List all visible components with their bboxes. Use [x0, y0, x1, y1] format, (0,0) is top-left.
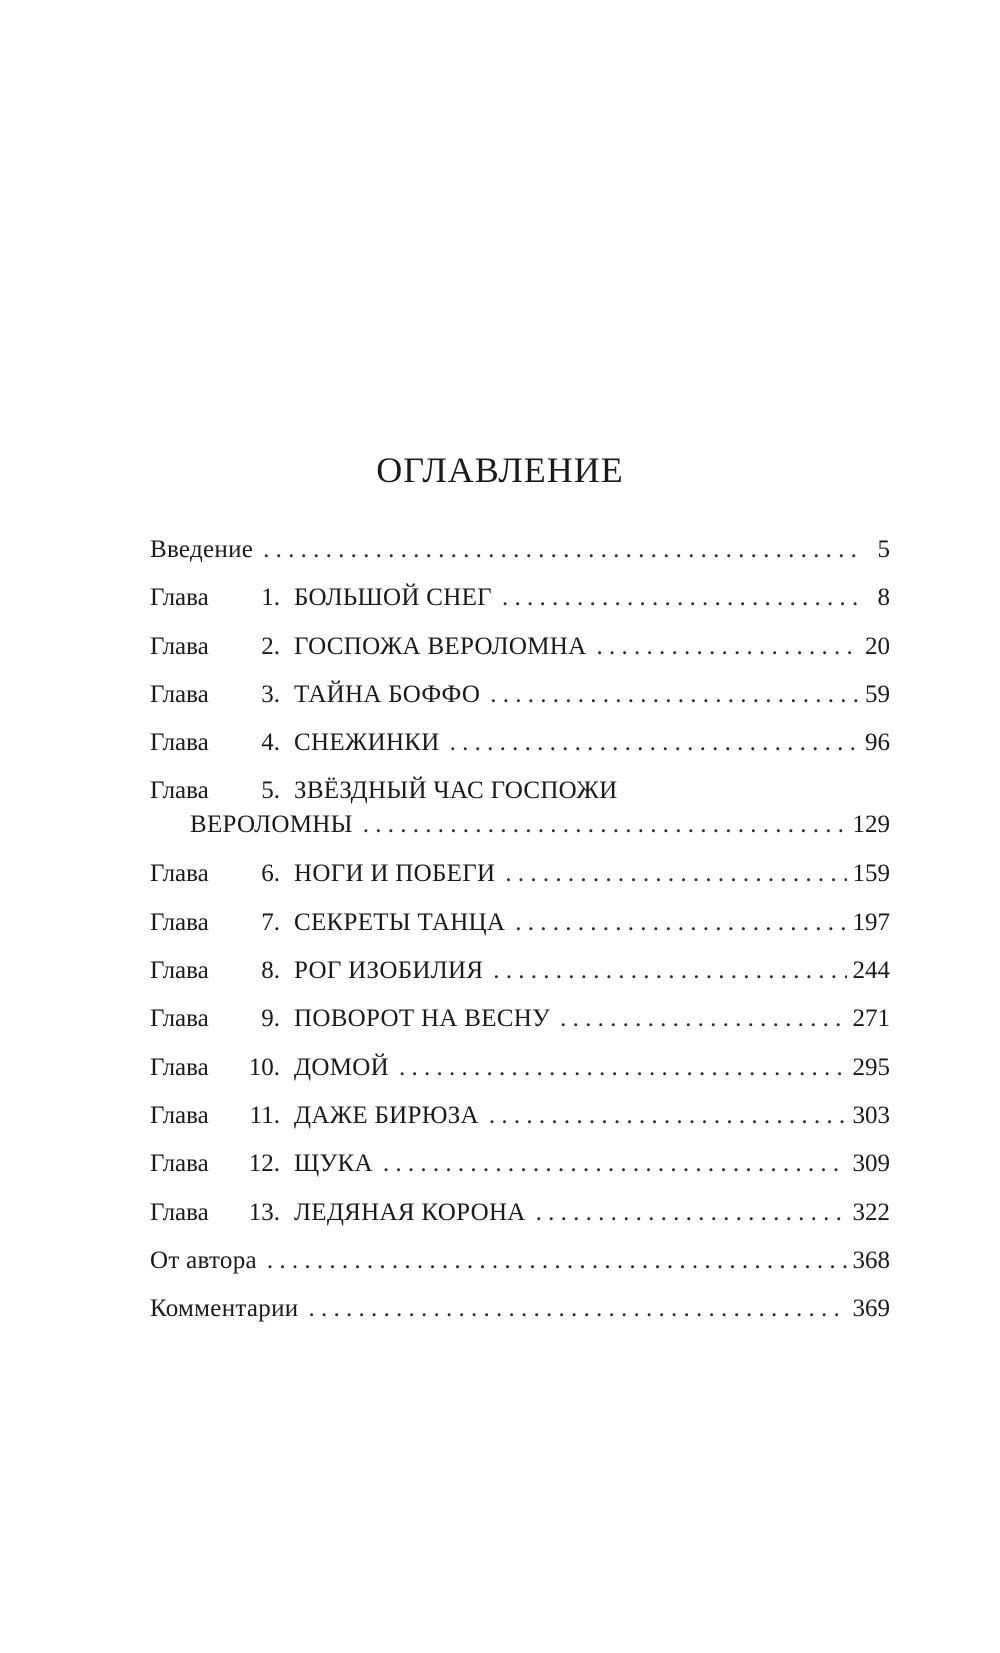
toc-page-number: 244 — [852, 957, 890, 985]
toc-entry-comments[interactable] — [150, 1294, 890, 1342]
chapter-label: Глава — [150, 1053, 209, 1081]
toc-entry-chapter-9[interactable] — [150, 1004, 890, 1052]
toc-entry-title: От автора — [150, 1246, 257, 1274]
chapter-number: 8. — [261, 957, 280, 985]
chapter-label: Глава — [150, 1198, 209, 1226]
toc-entry-chapter-13[interactable] — [150, 1198, 890, 1246]
toc-page-number: 303 — [852, 1101, 890, 1129]
dot-leader — [308, 1294, 846, 1324]
toc-entry-chapter-1[interactable] — [150, 583, 890, 631]
toc-entry-title: ТАЙНА БОФФО — [294, 680, 481, 708]
chapter-number: 6. — [261, 860, 280, 888]
table-of-contents — [150, 535, 890, 1342]
dot-leader — [493, 956, 846, 986]
page-title: ОГЛАВЛЕНИЕ — [376, 450, 624, 490]
toc-page-number: 368 — [852, 1246, 890, 1274]
toc-page-number: 20 — [865, 632, 890, 660]
toc-entry-title: ДОМОЙ — [294, 1053, 389, 1081]
toc-entry-from-author[interactable] — [150, 1246, 890, 1294]
dot-leader — [267, 1246, 847, 1276]
toc-entry-title-continued: ВЕРОЛОМНЫ — [190, 811, 353, 839]
chapter-number: 11. — [249, 1101, 280, 1129]
chapter-label: Глава — [150, 1101, 209, 1129]
chapter-label: Глава — [150, 957, 209, 985]
chapter-number: 9. — [261, 1005, 280, 1033]
toc-page-number: 295 — [852, 1053, 890, 1081]
dot-leader — [383, 1149, 847, 1179]
toc-page-number: 129 — [852, 811, 890, 839]
toc-entry-chapter-7[interactable] — [150, 908, 890, 956]
chapter-number: 2. — [261, 632, 280, 660]
toc-entry-title: ЗВЁЗДНЫЙ ЧАС ГОСПОЖИ — [294, 777, 618, 805]
toc-page-number: 5 — [877, 536, 890, 563]
dot-leader — [399, 1053, 847, 1083]
toc-page-number: 197 — [852, 908, 890, 936]
chapter-number: 12. — [248, 1150, 280, 1178]
dot-leader — [363, 810, 847, 840]
chapter-number: 10. — [248, 1053, 280, 1081]
toc-entry-chapter-5[interactable] — [150, 776, 890, 859]
toc-entry-chapter-3[interactable] — [150, 680, 890, 728]
toc-entry-chapter-4[interactable] — [150, 728, 890, 776]
dot-leader — [505, 859, 846, 889]
toc-entry-title: БОЛЬШОЙ СНЕГ — [294, 584, 492, 612]
toc-entry-title: СЕКРЕТЫ ТАНЦА — [294, 908, 506, 936]
toc-entry-title: Введение — [150, 536, 254, 563]
toc-page-number: 59 — [865, 680, 890, 708]
chapter-number: 3. — [261, 680, 280, 708]
toc-entry-title: ДАЖЕ БИРЮЗА — [294, 1101, 479, 1129]
chapter-label: Глава — [150, 632, 209, 660]
dot-leader — [490, 680, 859, 710]
chapter-label: Глава — [150, 1150, 209, 1178]
toc-entry-title: НОГИ И ПОБЕГИ — [294, 860, 496, 888]
dot-leader — [560, 1004, 846, 1034]
toc-page-number: 8 — [877, 584, 890, 612]
chapter-label: Глава — [150, 729, 209, 757]
toc-page-number: 322 — [852, 1198, 890, 1226]
dot-leader — [536, 1198, 847, 1228]
chapter-label: Глава — [150, 1005, 209, 1033]
dot-leader — [450, 728, 859, 758]
toc-entry-chapter-2[interactable] — [150, 632, 890, 680]
toc-entry-title: ГОСПОЖА ВЕРОЛОМНА — [294, 632, 587, 660]
dot-leader — [596, 632, 859, 662]
chapter-label: Глава — [150, 908, 209, 936]
toc-entry-title: Комментарии — [150, 1295, 299, 1323]
toc-page-number: 369 — [852, 1295, 890, 1323]
chapter-label: Глава — [150, 777, 209, 805]
toc-page-number: 309 — [852, 1150, 890, 1178]
chapter-number: 7. — [261, 908, 280, 936]
toc-page-number: 271 — [852, 1005, 890, 1033]
toc-entry-title: СНЕЖИНКИ — [294, 729, 440, 757]
dot-leader — [263, 535, 864, 565]
chapter-number: 4. — [261, 729, 280, 757]
dot-leader — [502, 583, 864, 613]
toc-entry-title: ЛЕДЯНАЯ КОРОНА — [294, 1198, 526, 1226]
toc-entry-introduction[interactable] — [150, 535, 890, 583]
toc-entry-chapter-6[interactable] — [150, 859, 890, 907]
toc-entry-chapter-11[interactable] — [150, 1101, 890, 1149]
toc-entry-chapter-8[interactable] — [150, 956, 890, 1004]
chapter-number: 13. — [248, 1198, 280, 1226]
chapter-label: Глава — [150, 860, 209, 888]
chapter-label: Глава — [150, 680, 209, 708]
dot-leader — [515, 908, 846, 938]
toc-page-number: 159 — [852, 860, 890, 888]
toc-entry-chapter-12[interactable] — [150, 1149, 890, 1197]
toc-entry-chapter-10[interactable] — [150, 1053, 890, 1101]
chapter-number: 5. — [261, 777, 280, 805]
dot-leader — [489, 1101, 847, 1131]
toc-entry-title: ПОВОРОТ НА ВЕСНУ — [294, 1005, 551, 1033]
chapter-label: Глава — [150, 584, 209, 612]
toc-entry-title: РОГ ИЗОБИЛИЯ — [294, 957, 484, 985]
toc-entry-title: ЩУКА — [294, 1150, 373, 1178]
toc-page-number: 96 — [865, 729, 890, 757]
chapter-number: 1. — [261, 584, 280, 612]
